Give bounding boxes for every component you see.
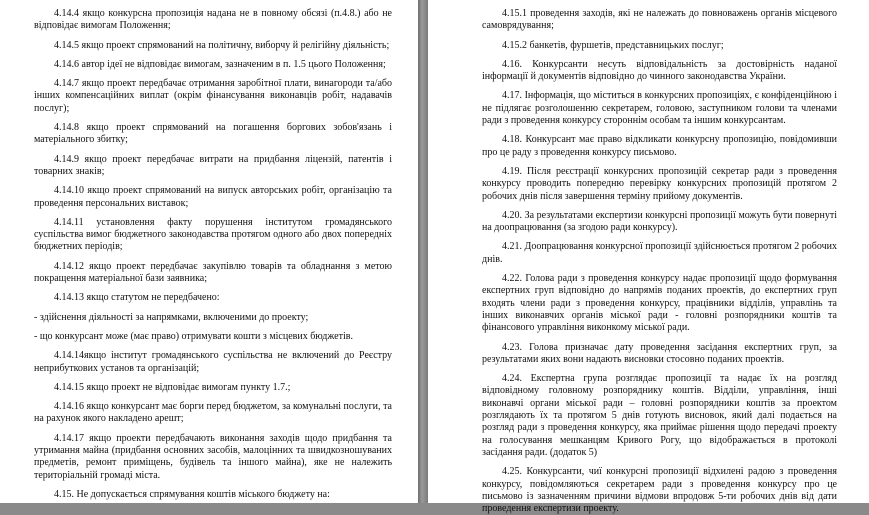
- paragraph: 4.14.11 установлення факту порушення інститутом громадянського суспільства вимог бюджетного законодавства протягом одного або двох попередніх бюджетних періодів;: [34, 216, 392, 253]
- paragraph: 4.14.8 якщо проект спрямований на погашення боргових зобов'язань і матеріального збитку;: [34, 122, 392, 146]
- paragraph: 4.17. Інформація, що міститься в конкурсних пропозиціях, є конфіденційною і не підлягає розголошенню секретарем, головою, заступником голови та членами ради з проведення конкурсу стороннім особам та іншим конкурсантам.: [482, 90, 837, 127]
- paragraph: 4.22. Голова ради з проведення конкурсу надає пропозиції щодо формування експертних груп відповідно до напрямів поданих проектів, до експертних груп входять члени ради з проведення конкурсу, працівники відділів, управлінь та інших виконавчих органів міської ради - головні розпорядники коштів та фінансового управління виконкому міської ради.: [482, 273, 837, 334]
- paragraph: 4.14.6 автор ідеї не відповідає вимогам, зазначеним в п. 1.5 цього Положення;: [54, 58, 386, 70]
- document-page-left: [0, 0, 418, 503]
- paragraph: 4.14.9 якщо проект передбачає витрати на придбання ліцензій, патентів і товарних знаків;: [34, 153, 392, 177]
- paragraph: 4.14.12 якщо проект передбачає закупівлю товарів та обладнання з метою покращення матеріальної бази заявника;: [34, 260, 392, 285]
- paragraph: 4.25. Конкурсанти, чиї конкурсні пропозиції відхилені радою з проведення конкурсу, повідомляються секретарем ради з проведення конкурсу про це письмово із зазначенням причини відмови впродовж 5-ти робочих днів від дати проведення експертизи проекту.: [482, 466, 837, 515]
- paragraph: 4.15.1 проведення заходів, які не належать до повноважень органів місцевого самоврядування;: [482, 8, 837, 32]
- page-gutter: [418, 0, 428, 503]
- paragraph: 4.15. Не допускається спрямування коштів міського бюджету на:: [54, 488, 330, 500]
- document-page-right: [428, 0, 869, 515]
- paragraph: - здійснення діяльності за напрямками, включеними до проекту;: [34, 311, 309, 323]
- paragraph: 4.16. Конкурсанти несуть відповідальність за достовірність наданої інформації й документів відповідно до чинного законодавства України.: [482, 58, 837, 83]
- paragraph: 4.14.10 якщо проект спрямований на випуск авторських робіт, організацію та проведення персональних виставок;: [34, 185, 392, 209]
- paragraph: 4.14.17 якщо проекти передбачають виконання заходів щодо придбання та утримання майна (придбання основних засобів, малоцінних та швидкозношуваних предметів, ремонт приміщень, будівель та іншого майна), яке не належить територіальній громаді міста.: [34, 432, 392, 481]
- paragraph: 4.15.2 банкетів, фуршетів, представницьких послуг;: [502, 39, 724, 51]
- paragraph: 4.14.13 якщо статутом не передбачено:: [54, 292, 220, 304]
- paragraph: 4.21. Доопрацювання конкурсної пропозиції здійснюється протягом 2 робочих днів.: [482, 241, 837, 265]
- paragraph: - що конкурсант може (має право) отримувати кошти з місцевих бюджетів.: [34, 330, 353, 342]
- paragraph: 4.19. Після реєстрації конкурсних пропозицій секретар ради з проведення конкурсу проводить попередню перевірку конкурсних пропозицій протягом 2 робочих днів після завершення терміну прийому документів.: [482, 165, 837, 202]
- paragraph: 4.14.5 якщо проект спрямований на політичну, виборчу й релігійну діяльність;: [54, 39, 390, 51]
- paragraph: 4.14.16 якщо конкурсант має борги перед бюджетом, за комунальні послуги, та на рахунок якого накладено арешт;: [34, 401, 392, 425]
- paragraph: 4.24. Експертна група розглядає пропозиції та надає їх на розгляд відповідному головному розпоряднику коштів. Відділи, управління, інші виконавчі органи міської ради – головні розпорядники коштів за проектом розглядають їх та протягом 5 днів готують висновок, який далі подається на розгляд ради з проведення конкурсу, яка приймає рішення щодо передачі проекту на голосування мешканцям Кривого Рогу, що відображається в протоколі засідання ради. (додаток 5): [482, 373, 837, 458]
- paragraph: 4.14.7 якщо проект передбачає отримання заробітної плати, винагороди та/або інших компенсаційних виплат (окрім фінансування виконавців робіт, надавачів послуг);: [34, 78, 392, 114]
- paragraph: 4.23. Голова призначає дату проведення засідання експертних груп, за результатами яких вони надають висновки стосовно поданих проектів.: [482, 341, 837, 365]
- paragraph: 4.18. Конкурсант має право відкликати конкурсну пропозицію, повідомивши про це раду з проведення конкурсу письмово.: [482, 134, 837, 158]
- paragraph: 4.14.14якщо інститут громадянського суспільства не включений до Реєстру неприбуткових установ та організацій;: [34, 350, 392, 374]
- paragraph: 4.14.4 якщо конкурсна пропозиція надана не в повному обсязі (п.4.8.) або не відповідає вимогам Положення;: [34, 8, 392, 32]
- paragraph: 4.20. За результатами експертизи конкурсні пропозиції можуть бути повернуті на доопрацювання (за згодою ради конкурсу).: [482, 209, 837, 234]
- paragraph: 4.14.15 якщо проект не відповідає вимогам пункту 1.7.;: [54, 381, 291, 393]
